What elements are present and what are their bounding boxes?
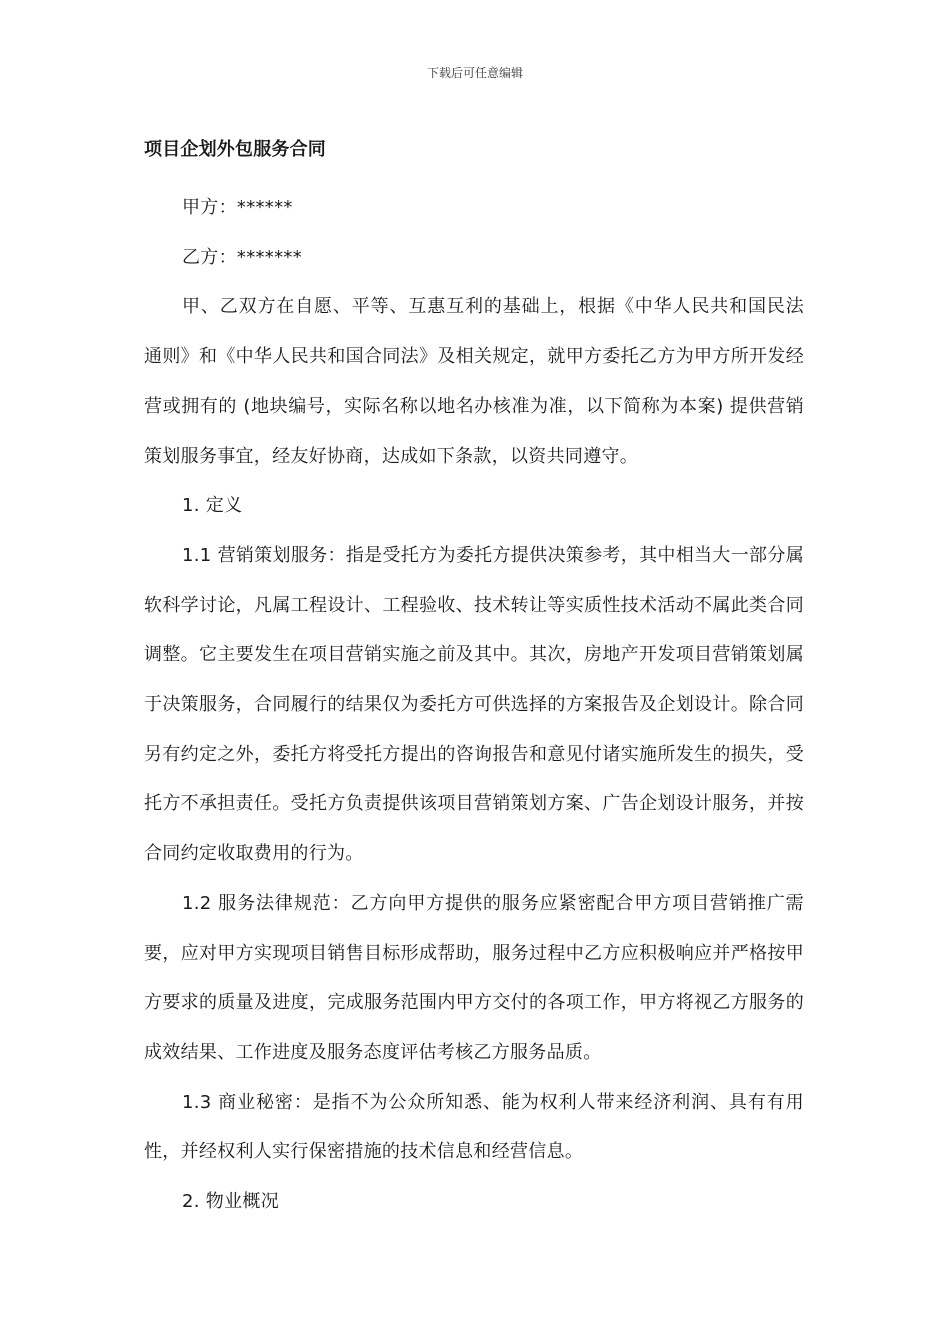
section-heading-definitions: 1. 定义 (182, 495, 243, 517)
clause-1-2-paragraph: 1.2 服务法律规范：乙方向甲方提供的服务应紧密配合甲方项目营销推广需要，应对甲方实现项目销售目标形成帮助，服务过程中乙方应积极响应并严格按甲方要求的质量及进度，完成服务范围内甲方交付的各项工作，甲方将视乙方服务的成效结果、工作进度及服务态度评估考核乙方服务品质。 (144, 892, 804, 1063)
clause-1-3-paragraph: 1.3 商业秘密：是指不为公众所知悉、能为权利人带来经济利润、具有有用性，并经权利人实行保密措施的技术信息和经营信息。 (144, 1091, 804, 1163)
party-a-line: 甲方：****** (182, 197, 293, 218)
party-b-line: 乙方：******* (182, 246, 302, 268)
clause-1-1-paragraph: 1.1 营销策划服务：指是受托方为委托方提供决策参考，其中相当大一部分属软科学讨论，凡属工程设计、工程验收、技术转让等实质性技术活动不属此类合同调整。它主要发生在项目营销实施之前及其中。其次，房地产开发项目营销策划属于决策服务，合同履行的结果仅为委托方可供选择的方案报告及企划设计。除合同另有约定之外，委托方将受托方提出的咨询报告和意见付诸实施所发生的损失，受托方不承担责任。受托方负责提供该项目营销策划方案、广告企划设计服务，并按合同约定收取费用的行为。 (144, 544, 804, 865)
header-note: 下载后可任意编辑 (426, 66, 523, 80)
preamble-paragraph: 甲、乙双方在自愿、平等、互惠互利的基础上，根据《中华人民共和国民法通则》和《中华人民共和国合同法》及相关规定，就甲方委托乙方为甲方所开发经营或拥有的 (地块编号，实际名称以地名办核准为准，以下简称为本案) 提供营销策划服务事宜，经友好协商，达成如下条款，以资共同遵守。 (144, 296, 804, 467)
section-heading-property-overview: 2. 物业概况 (182, 1191, 279, 1213)
document-title: 项目企划外包服务合同 (144, 139, 326, 160)
document-body (144, 133, 804, 1227)
